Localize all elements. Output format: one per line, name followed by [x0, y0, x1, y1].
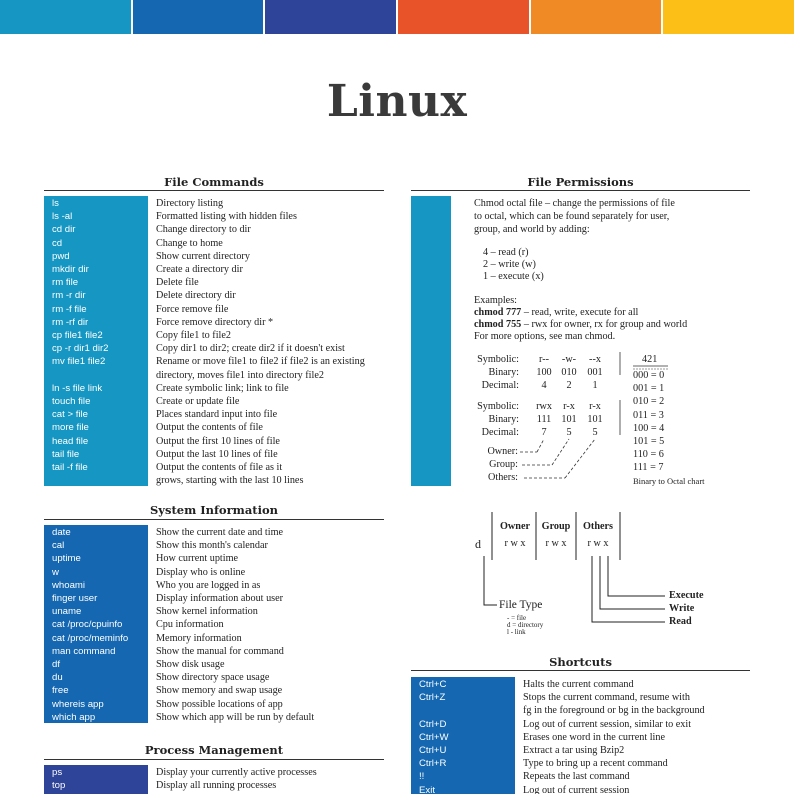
command-description: Output the last 10 lines of file [156, 448, 278, 460]
command-name: Ctrl+C [419, 679, 447, 690]
table1-cell: 100 [536, 367, 552, 378]
command-row [411, 757, 751, 770]
command-name: mv file1 file2 [52, 356, 106, 368]
command-name: Ctrl+U [419, 745, 447, 756]
command-name: more file [52, 422, 89, 434]
table2-cell: rwx [536, 401, 552, 412]
command-name: uname [52, 606, 82, 618]
command-row [411, 731, 751, 744]
command-description: Force remove file [156, 303, 229, 315]
command-description: Output the contents of file as it [156, 462, 283, 473]
octal-row: 110 = 6 [633, 449, 664, 461]
command-row [411, 678, 751, 691]
command-description: Erases one word in the current line [523, 731, 666, 743]
command-name: touch file [52, 396, 91, 407]
table1-cell: 010 [561, 367, 577, 378]
command-name: whereis app [52, 698, 104, 710]
diagram-group: Group [541, 521, 571, 532]
file-type-note: - = file [507, 614, 527, 622]
file-permissions-heading: File Permissions [527, 175, 634, 189]
command-description: Formatted listing with hidden files [156, 211, 297, 223]
command-description: Display your currently active processes [156, 767, 317, 778]
more-options: For more options, see man chmod. [474, 331, 616, 342]
write-label: Write [669, 603, 695, 614]
command-description: grows, starting with the last 10 lines [156, 475, 304, 487]
table1-cell: 1 [592, 380, 598, 391]
command-description: Create a directory dir [156, 264, 243, 275]
command-name: rm file [52, 277, 79, 289]
octal-row: 100 = 4 [633, 422, 665, 434]
command-description: How current uptime [156, 553, 239, 565]
command-description: Copy file1 to file2 [156, 330, 231, 341]
octal-header: 421 [642, 354, 658, 365]
command-description: Display information about user [156, 593, 284, 604]
command-description: Show the current date and time [156, 527, 284, 538]
system-information-heading: System Information [149, 503, 278, 517]
command-name: whoami [52, 579, 86, 591]
command-name: free [52, 685, 69, 697]
owner-label: Owner: [487, 446, 518, 457]
command-description: Directory listing [156, 198, 224, 209]
command-name: Ctrl+R [419, 758, 447, 770]
command-description: Type to bring up a recent command [523, 758, 668, 770]
example-777-command: chmod 777 [474, 307, 522, 318]
command-description: Show the manual for command [156, 645, 284, 657]
table2-cell: 101 [587, 414, 603, 425]
command-description: Output the first 10 lines of file [156, 435, 280, 447]
command-name: df [52, 659, 61, 670]
file-type-note: l - link [507, 628, 526, 636]
command-name: ln -s file link [52, 382, 103, 394]
command-name: w [52, 566, 59, 578]
command-name: top [52, 780, 66, 792]
command-description: Rename or move file1 to file2 if file2 is an existing [156, 356, 365, 368]
read-connector [592, 556, 665, 622]
example-777-description: – read, write, execute for all [521, 307, 639, 318]
group-connector [552, 439, 569, 465]
table1-cell: --x [589, 354, 601, 365]
table2-label: Binary: [488, 414, 519, 425]
command-description: Change to home [156, 237, 223, 249]
table1-cell: 4 [541, 380, 547, 391]
command-name: date [52, 527, 71, 538]
execute-connector [608, 556, 665, 596]
command-description: Display all running processes [156, 780, 277, 792]
octal-row: 001 = 1 [633, 383, 665, 395]
command-row [411, 784, 751, 794]
read-label: Read [669, 616, 692, 627]
group-label: Group: [489, 459, 518, 470]
diagram-rwx: r w x [587, 538, 609, 549]
command-name: cp file1 file2 [52, 330, 103, 341]
shortcuts-heading: Shortcuts [549, 655, 612, 669]
diagram-owner: Owner [500, 521, 530, 532]
file-type-connector [484, 556, 497, 605]
command-name: rm -rf dir [52, 316, 89, 328]
permission-value: 4 – read (r) [483, 247, 529, 258]
command-name: ls [52, 198, 59, 209]
command-description: Show memory and swap usage [156, 685, 283, 697]
process-management-heading: Process Management [144, 743, 284, 757]
command-name: mkdir dir [52, 264, 89, 275]
file-commands-heading: File Commands [164, 175, 264, 189]
command-name: tail file [52, 448, 80, 460]
page-title: Linux [326, 76, 468, 127]
command-description: Log out of current session [523, 784, 630, 794]
command-description: Show kernel information [156, 606, 258, 618]
command-name: uptime [52, 553, 81, 565]
owner-connector [537, 439, 544, 452]
command-name: !! [419, 771, 425, 783]
example-755-description: – rwx for owner, rx for group and world [521, 319, 688, 330]
table2-cell: 111 [536, 414, 552, 425]
command-description: Output the contents of file [156, 422, 263, 434]
divider [411, 670, 750, 671]
command-description: Places standard input into file [156, 409, 278, 421]
command-name: pwd [52, 250, 70, 262]
chmod-intro-line: group, and world by adding: [474, 224, 590, 235]
permission-value: 1 – execute (x) [483, 271, 544, 282]
command-name: cat /proc/cpuinfo [52, 619, 123, 631]
command-name: which app [52, 711, 96, 723]
command-name: du [52, 672, 63, 684]
command-name: cd [52, 237, 63, 249]
others-label: Others: [488, 472, 518, 483]
table2-cell: r-x [589, 401, 601, 412]
command-description: Change directory to dir [156, 224, 251, 236]
table2-label: Decimal: [481, 427, 519, 438]
permission-value: 2 – write (w) [483, 259, 536, 270]
chmod-intro-line: Chmod octal file – change the permissions of file [474, 198, 675, 209]
command-description: Delete file [156, 277, 199, 289]
command-name: Exit [419, 784, 435, 794]
command-description: Halts the current command [523, 679, 634, 690]
table1-label: Decimal: [481, 380, 519, 391]
octal-row: 101 = 5 [633, 436, 665, 447]
command-description: Show possible locations of app [156, 698, 283, 710]
table1-cell: r-- [539, 354, 549, 365]
execute-label: Execute [669, 590, 704, 601]
command-description: Log out of current session, similar to exit [523, 718, 692, 730]
command-row [411, 744, 751, 757]
table2-cell: 7 [541, 427, 547, 438]
shortcuts-list [411, 677, 751, 794]
octal-caption: Binary to Octal chart [633, 476, 705, 486]
command-name: rm -f file [52, 303, 87, 315]
command-row [411, 704, 751, 717]
command-description: Who you are logged in as [156, 579, 261, 591]
command-description: Extract a tar using Bzip2 [523, 745, 625, 756]
command-description: directory, moves file1 into directory file2 [156, 369, 324, 381]
table2-cell: 5 [566, 427, 572, 438]
table1-cell: 001 [587, 367, 603, 378]
command-name: ls -al [52, 211, 73, 223]
others-connector [565, 439, 595, 478]
octal-row: 011 = 3 [633, 409, 664, 421]
diagram-rwx: r w x [504, 538, 526, 549]
command-name: Ctrl+D [419, 718, 447, 730]
example-755-command: chmod 755 [474, 319, 522, 330]
command-row [411, 718, 751, 731]
table2-cell: r-x [563, 401, 575, 412]
diagram-d: d [475, 537, 481, 551]
octal-row: 000 = 0 [633, 370, 665, 381]
command-description: Show which app will be run by default [156, 711, 315, 723]
table2-cell: 101 [561, 414, 577, 425]
command-description: Show current directory [156, 250, 250, 262]
command-name: man command [52, 645, 116, 657]
file-type-label: File Type [499, 599, 543, 611]
command-description: Show disk usage [156, 659, 225, 670]
command-name: cp -r dir1 dir2 [52, 343, 109, 355]
command-description: Delete directory dir [156, 290, 236, 302]
command-name: cat > file [52, 409, 88, 421]
command-description: Display who is online [156, 566, 246, 578]
command-name: ps [52, 767, 63, 778]
diagram-others: Others [583, 521, 613, 532]
command-row [411, 691, 751, 704]
write-connector [600, 556, 665, 609]
command-name: finger user [52, 593, 98, 604]
table1-label: Symbolic: [477, 354, 519, 365]
command-name: Ctrl+W [419, 731, 449, 743]
table2-cell: 5 [592, 427, 598, 438]
examples-label: Examples: [474, 295, 518, 306]
command-description: Show directory space usage [156, 672, 270, 684]
table1-label: Binary: [488, 367, 519, 378]
diagram-rwx: r w x [545, 538, 567, 549]
table1-cell: -w- [561, 354, 577, 365]
command-row [411, 770, 751, 783]
command-name: cal [52, 540, 65, 552]
command-description: Force remove directory dir * [156, 316, 274, 328]
command-description: fg in the foreground or bg in the background [523, 705, 705, 717]
command-description: Repeats the last command [523, 771, 630, 783]
file-type-note: d = directory [507, 621, 544, 629]
command-name: rm -r dir [52, 290, 86, 302]
command-description: Stops the current command, resume with [523, 692, 690, 704]
command-description: Memory information [156, 632, 242, 644]
table1-cell: 2 [566, 380, 572, 391]
command-name: cat /proc/meminfo [52, 632, 129, 644]
table2-label: Symbolic: [477, 401, 519, 412]
command-description: Create symbolic link; link to file [156, 382, 289, 394]
octal-row: 010 = 2 [633, 396, 665, 408]
command-description: Create or update file [156, 396, 240, 407]
command-description: Cpu information [156, 619, 224, 631]
command-description: Show this month's calendar [156, 540, 268, 552]
command-name: tail -f file [52, 462, 88, 473]
command-name: head file [52, 435, 89, 447]
octal-row: 111 = 7 [633, 462, 664, 474]
command-name: cd dir [52, 224, 76, 236]
command-name: Ctrl+Z [419, 692, 446, 704]
chmod-intro-line: to octal, which can be found separately for user, [474, 211, 670, 222]
command-description: Copy dir1 to dir2; create dir2 if it doesn't exist [156, 343, 345, 355]
